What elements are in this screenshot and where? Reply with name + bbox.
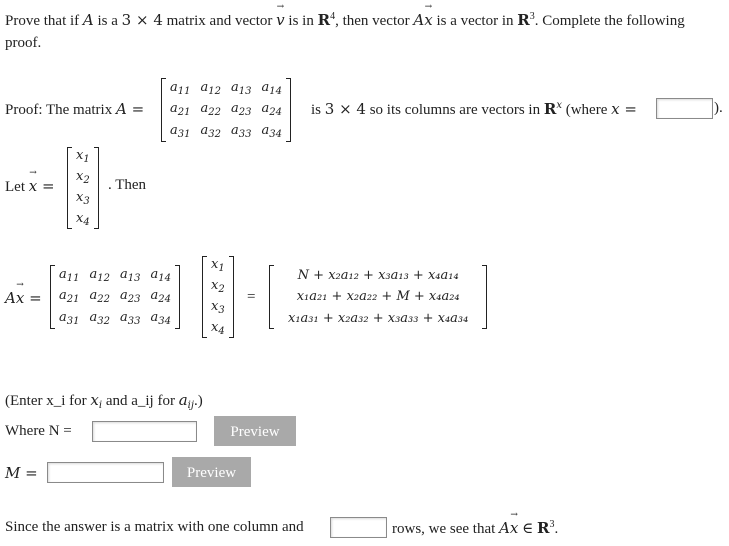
text-is-a: is a (97, 13, 118, 29)
result-row-2: x₁a₂₁ + x₂a₂₂ + M + x₄a₂₄ (296, 289, 460, 305)
product-matrix-entry-a12: $a_{12}$ (89, 266, 110, 284)
x-dimension-input[interactable] (656, 98, 713, 119)
rows-input[interactable] (330, 517, 387, 538)
conclusion-end (392, 519, 558, 538)
product-matrix-entry-a13: $a_{13}$ (120, 266, 141, 284)
product-matrix-entry-a21: $a_{21}$ (59, 288, 80, 306)
dims-3x4: 3 × 4 (121, 11, 163, 29)
right-bracket (286, 78, 291, 142)
result-vector-entries (274, 265, 482, 329)
matrix-entry-a21: $a_{21}$ (170, 101, 191, 119)
then-text: . Then (108, 177, 147, 193)
matrix-A-product-entries (55, 265, 175, 329)
proof-label-text: Proof: The matrix (5, 102, 113, 118)
Ax-in-R3: Ax → (499, 519, 518, 537)
result-row-1: N + x₂a₁₂ + x₃a₁₃ + x₄a₁₄ (297, 267, 459, 283)
x-vec-equals: x → = (29, 177, 55, 195)
var-Ax: Ax → (413, 11, 432, 29)
instructions (5, 391, 203, 411)
product-vector-entry-x4: $x_4$ (211, 319, 225, 337)
vector-x-product-entries (207, 256, 229, 338)
product-matrix-entry-a23: $a_{23}$ (120, 288, 141, 306)
period: . (554, 521, 559, 537)
instructions-mid: and a_ij for (105, 393, 175, 409)
matrix-entry-a22: $a_{22}$ (200, 101, 221, 119)
matrix-entry-a13: $a_{13}$ (231, 79, 252, 97)
matrix-A-entries (166, 78, 286, 142)
M-label: M = (5, 464, 38, 482)
element-of: ∈ (522, 521, 534, 537)
vector-entry-x2: $x_2$ (76, 169, 90, 187)
matrix-entry-a33: $a_{33}$ (231, 123, 252, 141)
proof-word: proof. (5, 35, 42, 51)
instructions-start: (Enter x_i for (5, 393, 87, 409)
N-input[interactable] (92, 421, 197, 442)
vector-entry-x4: $x_4$ (76, 210, 90, 228)
text-matrix-and-vector: matrix and vector (166, 13, 273, 29)
product-matrix-entry-a31: $a_{31}$ (59, 310, 80, 328)
right-bracket (482, 265, 487, 329)
text-complete: . Complete the following (534, 13, 685, 29)
matrix-entry-a11: $a_{11}$ (170, 79, 191, 97)
matrix-entry-a23: $a_{23}$ (231, 101, 252, 119)
text-where: (where (565, 102, 608, 118)
preview-button-N[interactable]: Preview (214, 416, 296, 446)
x-i-symbol: $x_i$ (90, 391, 103, 411)
vector-entry-x3: $x_3$ (76, 189, 90, 207)
R4: R (317, 11, 331, 29)
dims-3x4-2: 3 × 4 (324, 100, 366, 118)
matrix-A-product (50, 265, 180, 329)
product-matrix-entry-a11: $a_{11}$ (59, 266, 80, 284)
result-row-3: x₁a₃₁ + x₂a₃₂ + x₃a₃₃ + x₄a₃₄ (288, 311, 469, 327)
exp-4: 4 (330, 11, 336, 22)
vector-entry-x1: $x_1$ (76, 148, 90, 166)
M-input[interactable] (47, 462, 164, 483)
product-matrix-entry-a24: $a_{24}$ (150, 288, 171, 306)
conclusion-start: Since the answer is a matrix with one column and (5, 519, 304, 535)
product-vector-entry-x3: $x_3$ (211, 298, 225, 316)
proof-label (5, 100, 144, 119)
proof-line-rest (311, 100, 637, 119)
a-ij-symbol: $a_{ij}$ (178, 391, 194, 411)
right-bracket (94, 147, 99, 229)
matrix-entry-a34: $a_{34}$ (261, 123, 282, 141)
R3: R (517, 11, 530, 29)
problem-statement (5, 11, 685, 30)
product-matrix-entry-a34: $a_{34}$ (150, 310, 171, 328)
preview-button-M[interactable]: Preview (172, 457, 251, 487)
text-is-in: is in (288, 13, 314, 29)
matrix-entry-a14: $a_{14}$ (261, 79, 282, 97)
text-is: is (311, 102, 322, 118)
exp-3-final: 3 (549, 519, 555, 530)
exp-x: x (556, 100, 562, 111)
problem-intro: Prove that if (5, 13, 80, 29)
product-matrix-entry-a32: $a_{32}$ (89, 310, 110, 328)
product-vector-entry-x2: $x_2$ (211, 278, 225, 296)
let-label (5, 177, 55, 196)
A-equals: A = (115, 100, 145, 118)
matrix-entry-a24: $a_{24}$ (261, 101, 282, 119)
product-vector-entry-x1: $x_1$ (211, 257, 225, 275)
vector-x-entries (72, 147, 94, 229)
matrix-entry-a31: $a_{31}$ (170, 123, 191, 141)
result-vector (269, 265, 487, 329)
var-A: A (82, 11, 94, 29)
matrix-entry-a12: $a_{12}$ (200, 79, 221, 97)
Rx: R (543, 100, 557, 118)
matrix-A (161, 78, 291, 142)
right-bracket (175, 265, 180, 329)
instructions-end: .) (193, 393, 203, 409)
vector-x (67, 147, 99, 229)
R3-final: R (536, 519, 550, 537)
where-N-label: Where N = (5, 423, 72, 439)
var-v: v → (276, 11, 284, 29)
close-paren: ). (714, 100, 723, 116)
product-matrix-entry-a14: $a_{14}$ (150, 266, 171, 284)
text-is-a-vector-in: is a vector in (436, 13, 514, 29)
product-matrix-entry-a22: $a_{22}$ (89, 288, 110, 306)
text-so-columns: so its columns are vectors in (369, 102, 541, 118)
text-then-vector: , then vector (335, 13, 410, 29)
let-text: Let (5, 179, 25, 195)
equals-sign: = (247, 289, 256, 305)
Ax-equals: Ax → = (5, 289, 42, 307)
x-equals: x = (611, 100, 637, 118)
matrix-entry-a32: $a_{32}$ (200, 123, 221, 141)
conclusion-end-text: rows, we see that (392, 521, 496, 537)
product-matrix-entry-a33: $a_{33}$ (120, 310, 141, 328)
right-bracket (229, 256, 234, 338)
vector-x-product (202, 256, 234, 338)
exp-3: 3 (529, 11, 535, 22)
